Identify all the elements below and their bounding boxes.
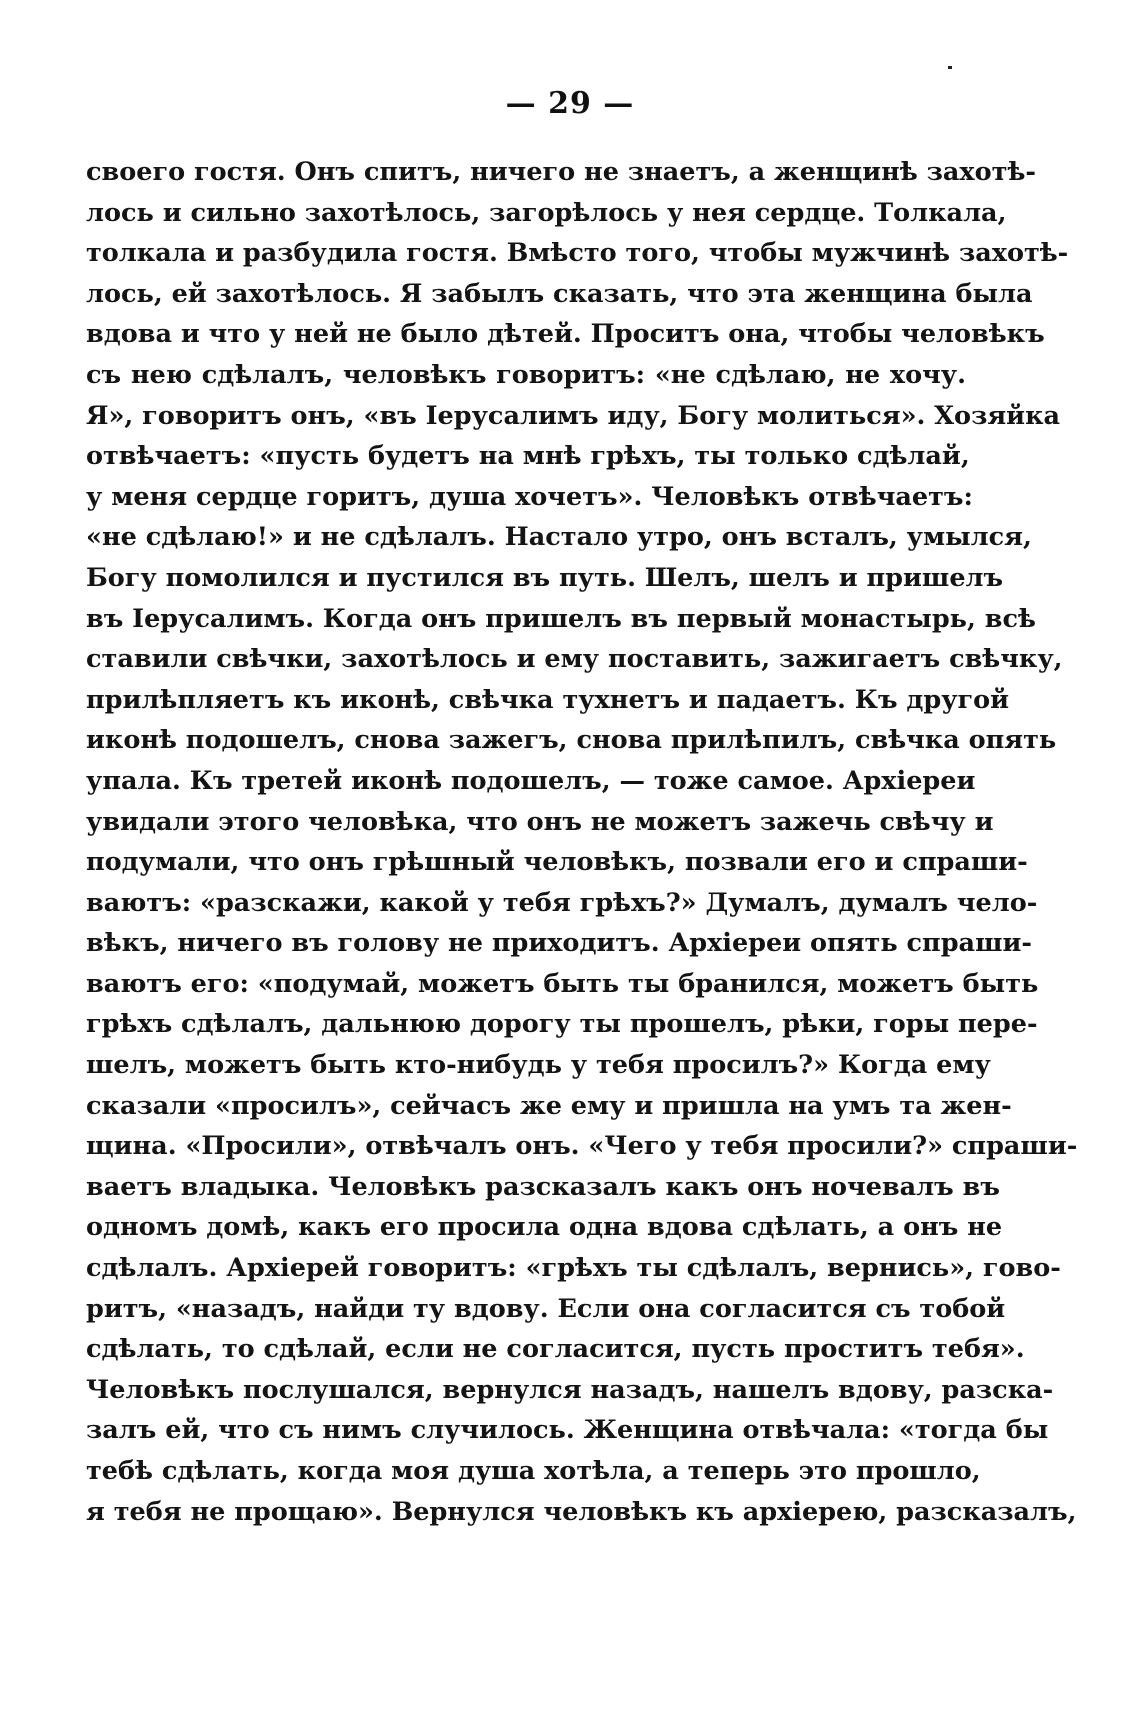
text-line: вѣкъ, ничего въ голову не приходитъ. Архіереи опять спраши- bbox=[86, 928, 1032, 959]
text-line: своего гостя. Онъ спитъ, ничего не знаетъ, а женщинѣ захотѣ- bbox=[86, 157, 1036, 187]
text-line: щина. «Просили», отвѣчалъ онъ. «Чего у тебя просили?» спраши- bbox=[86, 1131, 1078, 1162]
text-line: Я», говоритъ онъ, «въ Іерусалимъ иду, Богу молиться». Хозяйка bbox=[86, 400, 1061, 431]
text-line: ваютъ: «разскажи, какой у тебя грѣхъ?» Думалъ, думалъ чело- bbox=[86, 887, 1038, 918]
text-line: ваютъ его: «подумай, можетъ быть ты бранился, можетъ быть bbox=[86, 968, 1039, 999]
body-text bbox=[86, 152, 1078, 1532]
text-line: отвѣчаетъ: «пусть будетъ на мнѣ грѣхъ, ты только сдѣлай, bbox=[86, 441, 970, 472]
text-line: ритъ, «назадъ, найди ту вдову. Если она согласится съ тобой bbox=[86, 1293, 1006, 1324]
text-line: Человѣкъ послушался, вернулся назадъ, нашелъ вдову, разска- bbox=[86, 1374, 1054, 1405]
text-line: тебѣ сдѣлать, когда моя душа хотѣла, а теперь это прошло, bbox=[86, 1456, 981, 1486]
text-line: упала. Къ третей иконѣ подошелъ, — тоже самое. Архіереи bbox=[86, 765, 976, 796]
text-line: грѣхъ сдѣлалъ, дальнюю дорогу ты прошелъ, рѣки, горы пере- bbox=[86, 1009, 1038, 1040]
text-line: я тебя не прощаю». Вернулся человѣкъ къ архіерею, разсказалъ, bbox=[86, 1496, 1077, 1527]
text-line: въ Іерусалимъ. Когда онъ пришелъ въ первый монастырь, всѣ bbox=[86, 603, 1036, 634]
text-line: сказали «просилъ», сейчасъ же ему и пришла на умъ та жен- bbox=[86, 1090, 1012, 1121]
text-line: залъ ей, что съ нимъ случилось. Женщина отвѣчала: «тогда бы bbox=[86, 1415, 1049, 1446]
text-line: съ нею сдѣлалъ, человѣкъ говоритъ: «не сдѣлаю, не хочу. bbox=[86, 359, 966, 390]
text-line: лось и сильно захотѣлось, загорѣлось у нея сердце. Толкала, bbox=[86, 197, 1007, 228]
text-line: вдова и что у ней не было дѣтей. Проситъ она, чтобы человѣкъ bbox=[86, 319, 1045, 350]
text-line: прилѣпляетъ къ иконѣ, свѣчка тухнетъ и падаетъ. Къ другой bbox=[86, 684, 1010, 715]
text-line: подумали, что онъ грѣшный человѣкъ, позвали его и спраши- bbox=[86, 847, 1028, 878]
text-line: увидали этого человѣка, что онъ не можетъ зажечь свѣчу и bbox=[86, 806, 994, 837]
text-line: одномъ домѣ, какъ его просила одна вдова сдѣлать, а онъ не bbox=[86, 1212, 1003, 1243]
text-line: шелъ, можетъ быть кто-нибудь у тебя просилъ?» Когда ему bbox=[86, 1050, 991, 1081]
text-line: сдѣлалъ. Архіерей говоритъ: «грѣхъ ты сдѣлалъ, вернись», гово- bbox=[86, 1253, 1061, 1284]
text-line: «не сдѣлаю!» и не сдѣлалъ. Настало утро, онъ всталъ, умылся, bbox=[86, 522, 1032, 553]
page-number: — 29 — bbox=[505, 86, 635, 121]
text-line: лось, ей захотѣлось. Я забылъ сказать, что эта женщина была bbox=[86, 278, 1033, 309]
text-line: у меня сердце горитъ, душа хочетъ». Человѣкъ отвѣчаетъ: bbox=[86, 481, 973, 512]
text-line: Богу помолился и пустился въ путь. Шелъ, шелъ и пришелъ bbox=[86, 562, 1004, 593]
text-line: ставили свѣчки, захотѣлось и ему поставить, зажигаетъ свѣчку, bbox=[86, 644, 1063, 675]
text-line: толкала и разбудила гостя. Вмѣсто того, чтобы мужчинѣ захотѣ- bbox=[86, 238, 1069, 269]
ink-speck bbox=[948, 66, 952, 69]
text-line: ваетъ владыка. Человѣкъ разсказалъ какъ онъ ночевалъ въ bbox=[86, 1171, 1000, 1202]
text-line: сдѣлать, то сдѣлай, если не согласится, пусть проститъ тебя». bbox=[86, 1334, 1025, 1365]
text-line: иконѣ подошелъ, снова зажегъ, снова прилѣпилъ, свѣчка опять bbox=[86, 725, 1057, 756]
